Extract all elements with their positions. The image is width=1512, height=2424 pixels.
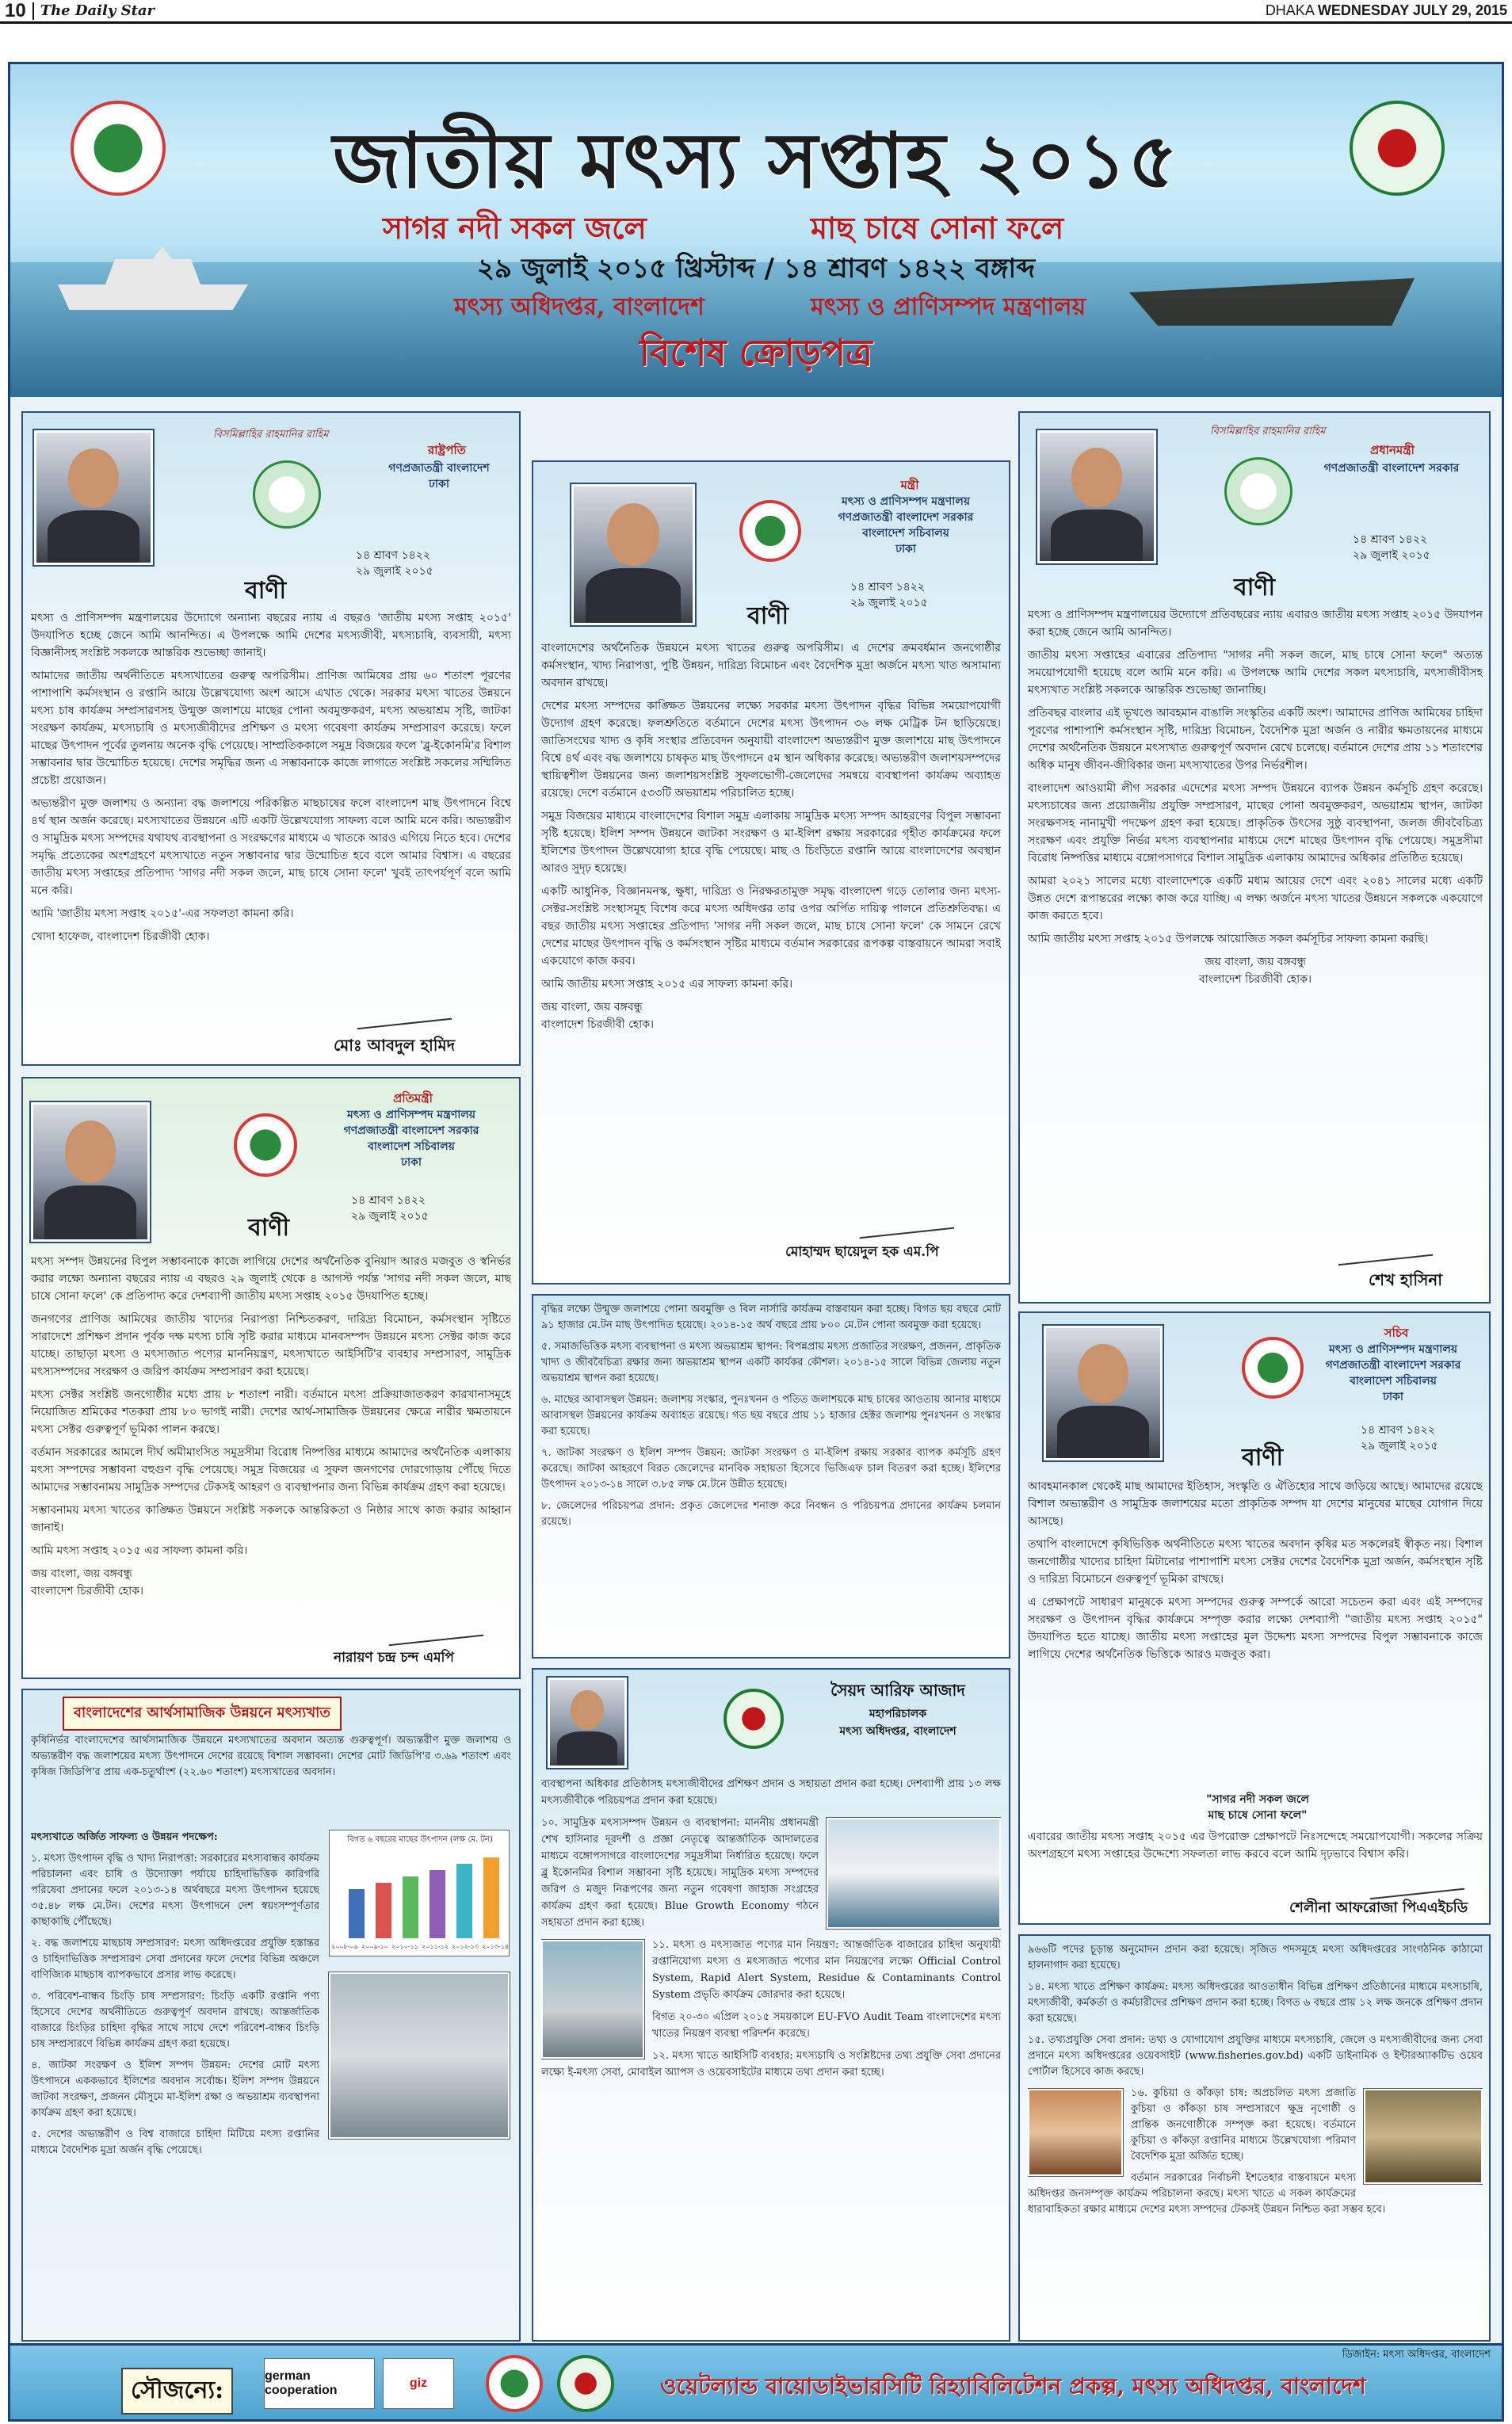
paragraph: একটি আধুনিক, বিজ্ঞানমনস্ক, ক্ষুধা, দারিদ্র্য ও নিরক্ষরতামুক্ত সমৃদ্ধ বাংলাদেশ গড়ে তোলার জন্য মৎস্য-সেক্টর-সংশ্লিষ্ট সংস্থাসমূহ বিশেষ করে মৎস্য অধিদপ্তর তার ওপর অর্পিত দায়িত্ব পালনে প্রতিশ্রুতিবদ্ধ। এ বছর জাতীয় মৎস্য সপ্তাহের প্রতিপাদ্য 'সাগর নদী সকল জলে, মাছ চাষে সোনা ফলে' কে সামনে রেখে দেশের মাছের উৎপাদন বৃদ্ধি ও কর্মসংস্থান সৃষ্টির মাধ্যমে বর্তমান সরকারের রূপকল্প বাস্তবায়নে আমরা সবাই একযোগে কাজ করব। [541,885,1001,968]
dg-title: মহাপরিচালক [869,1708,927,1720]
government-emblem-icon [486,2355,543,2412]
paragraph: ৫. সমাজভিত্তিক মৎস্য ব্যবস্থাপনা ও মৎস্য অভয়াশ্রম স্থাপন: বিপন্নপ্রায় মৎস্য প্রজাতির সংরক্ষণ, প্রজনন, প্রাকৃতিক খাদ্য ও জীববৈচিত্র্য রক্ষার জন্য অভয়াশ্রম স্থাপন একটি কার্যকর কৌশল। ২০১৪-১৫ সালে বিভিন্ন জেলায় নতুন অভয়াশ্রম স্থাপন করা হয়েছে। [541,1341,1001,1384]
portrait-body [44,1185,136,1239]
dg-portrait [548,1678,627,1768]
state-minister-date: ১৪ শ্রাবণ ১৪২২ ২৯ জুলাই ২০১৫ [351,1194,429,1223]
portrait-head [571,1690,603,1730]
state-minister-title: প্রতিমন্ত্রী [393,1091,433,1105]
chart-bar [403,1876,418,1938]
state-minister-portrait [31,1102,150,1242]
supplement-frame [8,62,1504,2422]
right-article-panel [1018,1934,1491,2342]
center-article-panel [532,1294,1010,1659]
dateline-date: WEDNESDAY JULY 29, 2015 [1317,2,1507,18]
chart-label: ২০০৮-০৯ [331,1943,358,1950]
paragraph: প্রতিবছর বাংলার এই ভূখণ্ডে আবহমান বাঙালি সংস্কৃতির একটি অংশ। আমাদের প্রাণিজ আমিষের চাহিদা পূরণের পাশাপাশি কর্মসংস্থান সৃষ্টি, দারিদ্র্য বিমোচন, বৈদেশিক মুদ্রা অর্জন ও নারীর ক্ষমতায়নের মাধ্যমে দেশের অর্থনৈতিক উন্নয়নে মৎস্যখাত গুরুত্বপূর্ণ অবদান রেখে চলেছে। বর্তমানে দেশের প্রায় ১১ শতাংশের অধিক মানুষ জীবন-জীবিকার জন্য মৎস্যখাতের উপর নির্ভরশীল। [1028,707,1483,772]
chart-label: ২০১২-১৩ [452,1943,479,1950]
portrait-head [65,1120,115,1182]
portrait-body [1057,1406,1148,1458]
portrait-body [1051,510,1142,561]
paragraph: বৃদ্ধির লক্ষ্যে উন্মুক্ত জলাশয়ে পোনা অবমুক্তি ও বিল নার্সারি কার্যক্রম বাস্তবায়ন করা হচ্ছে। বিগত ছয় বছরে মোট ৯১ হাজার মে.টন মাছ উৎপাদিত হয়েছে। ২০১৪-১৫ অর্থ বছরে প্রায় ৮০০ মে.টন পোনা অবমুক্ত করা হয়েছে। [541,1304,1001,1331]
newspaper-header [0,0,1512,24]
paragraph: আমরা ২০২১ সালের মধ্যে বাংলাদেশকে একটি মধ্যম আয়ের দেশে এবং ২০৪১ সালের মধ্যে একটি উন্নত দেশে রূপান্তরের লক্ষ্যে কাজ করে যাচ্ছি। এ লক্ষ্য অর্জনে মৎস্য খাতের উন্নয়নে সকলকে একযোগে কাজ করতে হবে। [1028,875,1483,922]
paragraph: তথাপি বাংলাদেশে কৃষিভিত্তিক অর্থনীতিতে মৎস্য খাতের অবদান কৃষির মত সকলেরই স্বীকৃত নয়। বিশাল জনগোষ্ঠীর খাদ্যের চাহিদা মিটানোর পাশাপাশি মৎস্য সেক্টর দেশের বৈদেশিক মুদ্রা অর্জন, কর্মসংস্থান সৃষ্টি ও দারিদ্র্য বিমোচনে গুরুত্বপূর্ণ ভূমিকা রাখছে। [1028,1538,1483,1586]
header-divider [32,2,34,20]
dateline-city: DHAKA [1265,2,1314,18]
paragraph: আমি মৎস্য সপ্তাহ ২০১৫ এর সাফল্য কামনা করি। [31,1544,248,1557]
paragraph: এবারের জাতীয় মৎস্য সপ্তাহ ২০১৫ এর উপরোক্ত প্রেক্ষাপটে নিঃসন্দেহে সময়োপযোগী। সকলের সক্রিয় অংশগ্রহণে মৎস্য সপ্তাহের উদ্দেশ্যে সফলতা লাভ করবে বলে আমি দৃঢ়ভাবে বিশ্বাস করি। [1028,1830,1483,1861]
chart-label: ২০১৩-১৪ [482,1943,509,1950]
paragraph: বর্তমান সরকারের নির্বাচনী ইশতেহার বাস্তবায়নে মৎস্য অধিদপ্তর জনসম্পৃক্ত কার্যক্রম পরিচালনা করছে। মৎস্য খাতে এ সকল কার্যক্রমের ধারাবাহিকতা রক্ষার মাধ্যমে দেশের মৎস্য সম্পদের টেকসই উন্নয়ন নিশ্চিত করা সম্ভব হবে। [1028,2172,1386,2216]
paragraph: দেশের মৎস্য সম্পদের কাঙ্ক্ষিত উন্নয়নের লক্ষ্যে সরকার মৎস্য উৎপাদন বৃদ্ধির বিভিন্ন সময়োপযোগী উদ্যোগ গ্রহণ করেছে। ফলশ্রুতিতে বর্তমানে দেশের মৎস্য উৎপাদন ৩৬ লক্ষ মেট্রিক টন ছাড়িয়েছে। জাতিসংঘের খাদ্য ও কৃষি সংস্থার প্রতিবেদন অনুযায়ী বাংলাদেশ অভ্যন্তরীণ মুক্ত জলাশয়ে মাছ উৎপাদনে বিশ্বে ৪র্থ এবং বদ্ধ জলাশয়ে চাষকৃত মাছ উৎপাদনে ৫ম স্থান অধিকার করেছে। অভ্যন্তরীণ জলাশয়সম্পদের স্থায়িত্বশীল উন্নয়নের জন্য জলাশয়সংশ্লিষ্ট সুফলভোগী-জেলেদের সমন্বয়ে ব্যবস্থাপনা কার্যক্রম অব্যাহত রয়েছে। দেশে বর্তমানে ৫৩৩টি অভয়াশ্রম পরিচালিত হচ্ছে। [541,700,1001,800]
paragraph: ১৪. মৎস্য খাতে প্রশিক্ষণ কার্যক্রম: মৎস্য অধিদপ্তরের আওতাধীন বিভিন্ন প্রশিক্ষণ প্রতিষ্ঠানের মাধ্যমে মৎস্যচাষি, মৎস্যজীবী, কর্মকর্তা ও কর্মচারীদের প্রশিক্ষণ প্রদান করা হচ্ছে। বিগত ৬ বছরে প্রায় ১২ লক্ষ জনকে প্রশিক্ষণ প্রদান করা হয়েছে। [1028,1981,1483,2025]
chart-axis-labels [330,1942,510,1953]
president-portrait [34,430,153,565]
project-name: ওয়েটল্যান্ড বায়োডাইভারসিটি রিহ্যাবিলিটেশন প্রকল্প, মৎস্য অধিদপ্তর, বাংলাদেশ [660,2373,1366,2399]
portrait-body [48,510,139,563]
banner-title: জাতীয় মৎস্য সপ্তাহ ২০১৫ [333,116,1179,205]
president-signature: মোঃ আবদুল হামিদ [334,1036,456,1055]
dg-name: সৈয়দ আরিফ আজাদ [830,1681,965,1700]
paragraph: ৭. জাটকা সংরক্ষণ ও ইলিশ সম্পদ উন্নয়ন: জাটকা সংরক্ষণ ও মা-ইলিশ রক্ষায় সরকার ব্যাপক কর্মসূচি গ্রহণ করেছে। জাটকা আহরণে বিরত জেলেদের মানবিক সহায়তা হিসেবে ভিজিএফ চাল বিতরণ করা হচ্ছে। ইলিশের উৎপাদন ২০১৩-১৪ সালে ৩.৮৫ লক্ষ মে.টনে উন্নীত হয়েছে। [541,1447,1001,1491]
chart-bar [430,1870,445,1938]
pm-message-panel [1018,411,1491,1304]
eel-photo [1364,2089,1483,2184]
left-article-panel [21,1689,521,2342]
paragraph: ১০. সামুদ্রিক মৎস্যসম্পদ উন্নয়ন ও ব্যবস্থাপনা: মাননীয় প্রধানমন্ত্রী শেখ হাসিনার দূরদর্শী ও প্রজ্ঞা নেতৃত্বে আন্তর্জাতিক আদালতের মাধ্যমে বঙ্গোপসাগরে বাংলাদেশের সমুদ্রসীমা নির্ধারিত হয়েছে। ফলে ব্লু ইকোনমির বিশাল সম্ভাবনা সৃষ্টি হয়েছে। সামুদ্রিক মৎস্য সম্পদের জরিপ ও মজুদ নিরূপণের জন্য নতুন গবেষণা জাহাজ সংগ্রহের কার্যক্রম গ্রহণ করা হয়েছে। Blue Growth Economy গঠনে সহায়তা প্রদান করা হচ্ছে। [541,1817,819,1929]
paragraph: বাংলাদেশের অর্থনৈতিক উন্নয়নে মৎস্য খাতের গুরুত্ব অপরিসীম। এ দেশের ক্রমবর্ধমান জনগোষ্ঠীর কর্মসংস্থান, খাদ্য নিরাপত্তা, পুষ্টি উন্নয়ন, দারিদ্র্য বিমোচন এবং বৈদেশিক মুদ্রা অর্জনে মৎস্য খাত অসামান্য অবদান রাখছে। [541,642,1001,689]
secretary-title: সচিব [1384,1326,1409,1340]
dateline [1266,2,1507,19]
slogan-right: মাছ চাষে সোনা ফলে [811,210,1064,246]
minister-date: ১৪ শ্রাবণ ১৪২২ ২৯ জুলাই ২০১৫ [850,581,928,609]
dof-logo-icon [724,1689,784,1749]
state-minister-signature: নারায়ণ চন্দ্র চন্দ এমপি [334,1650,454,1666]
paragraph: খোদা হাফেজ, বাংলাদেশ চিরজীবী হোক। [31,930,210,943]
production-chart [329,1830,510,1956]
crab-photo [1028,2089,1123,2176]
chart-bar [483,1857,499,1938]
design-credit: ডিজাইন: মৎস্য অধিদপ্তর, বাংলাদেশ [1342,2349,1491,2361]
fish-catch-photo [541,1940,644,2059]
paragraph: মৎস্য ও প্রাণিসম্পদ মন্ত্রণালয়ের উদ্যোগে প্রতিবছরের ন্যায় এবারও জাতীয় মৎস্য সপ্তাহ ২০১৫ উদযাপন করা হচ্ছে জেনে আমি আনন্দিত। [1028,609,1483,639]
left-article-intro [31,1733,511,1828]
survey-vessel-photo [827,1818,1001,1929]
bismillah-calligraphy: বিসমিল্লাহির রাহমানির রাহিম [1210,426,1326,437]
giz-logo: giz [383,2358,454,2409]
pm-portrait [1037,430,1156,563]
paragraph: বিগত ২০-৩০ এপ্রিল ২০১৫ সময়কালে EU-FVO Audit Team বাংলাদেশের মৎস্য খাতের নিয়ন্ত্রণ ব্যবস্থা পরিদর্শন করেছে। [652,2011,1001,2040]
portrait-head [607,503,659,566]
president-title: রাষ্ট্রপতি [428,443,466,457]
paragraph: ১৬. কুচিয়া ও কাঁকড়া চাষ: অপ্রচলিত মৎস্য প্রজাতি কুচিয়া ও কাঁকড়া চাষ সম্প্রসারণে ক্ষুদ্র নৃগোষ্ঠী ও প্রান্তিক জনগোষ্ঠীকে সম্পৃক্ত করা হয়েছে। বর্তমানে কুচিয়া ও কাঁকড়া রপ্তানির মাধ্যমে উল্লেখযোগ্য পরিমাণ বৈদেশিক মুদ্রা অর্জিত হচ্ছে। [1131,2087,1356,2163]
slogan-left: সাগর নদী সকল জলে [383,210,647,246]
newspaper-name: The Daily Star [40,2,155,19]
pm-message-body [1028,606,1483,1224]
german-cooperation-logo: german cooperation [264,2358,375,2409]
paragraph: ২. বদ্ধ জলাশয়ে মাছচাষ সম্প্রসারণ: মৎস্য অধিদপ্তরের প্রযুক্তি হস্তান্তর ও চাহিদাভিত্তিক সম্প্রসারণ সেবা প্রদানের ফলে দেশের বিভিন্ন অঞ্চলে বাণিজ্যিক মাছচাষ ব্যাপকভাবে প্রসার লাভ করেছে। [31,1937,319,1981]
fish-photo [329,1972,510,2139]
paragraph: আমি জাতীয় মৎস্য সপ্তাহ ২০১৫ উপলক্ষে আয়োজিত সকল কর্মসূচির সাফল্য কামনা করছি। [1028,933,1429,945]
page-number: 10 [5,0,26,21]
minister-message-body [541,639,1001,1194]
portrait-body [586,568,681,623]
bismillah-calligraphy: বিসমিল্লাহির রাহমানির রাহিম [213,429,329,441]
chart-bar [376,1883,391,1938]
paragraph: আবহমানকাল থেকেই মাছ আমাদের ইতিহাস, সংস্কৃতি ও ঐতিহ্যের সাথে জড়িয়ে আছে। আমাদের রয়েছে বিশাল অভ্যন্তরীণ ও সামুদ্রিক জলাশয়ের মতো প্রাকৃতিক সম্পদ যা দেশের মানুষের মাছের যোগান দিয়ে আসছে। [1028,1480,1483,1528]
signature-scribble [355,996,452,1029]
paragraph: জনগণের প্রাণিজ আমিষের জাতীয় খাদ্যের নিরাপত্তা নিশ্চিতকরণ, দারিদ্র্য বিমোচন, কর্মসংস্থান সৃষ্টিতে সারাদেশে প্রশিক্ষণ প্রদান পূর্বক দক্ষ মৎস্য চাষি সৃষ্টি করার মাধ্যমে মানবসম্পদ উন্নয়নে মৎস্য সেক্টর কাজ করে যাচ্ছে। তাছাড়া মৎস্য ও মৎস্যজাত পণ্যের মাননিয়ন্ত্রণ, মৎস্যখাতে আইসিটি'র ব্যবহার সম্প্রসারণ, সামুদ্রিক মৎস্যসম্পদের সংরক্ষণ ও জরিপ কার্যক্রম সম্প্রসারণ করা হয়েছে। [31,1313,511,1378]
paragraph: আমি জাতীয় মৎস্য সপ্তাহ ২০১৫ এর সাফল্য কামনা করি। [541,978,793,991]
chart-caption: বিগত ৬ বছরের মাছের উৎপাদন (লক্ষ মে. টন) [347,1835,493,1844]
president-message-panel [21,411,521,1066]
pm-seal-icon [1224,457,1292,525]
secretary-signature: শেলীনা আফরোজা পিএএইচডি [1289,1899,1468,1916]
paragraph: মৎস্য সম্পদ উন্নয়নের বিপুল সম্ভাবনাকে কাজে লাগিয়ে দেশের অর্থনৈতিক বুনিয়াদ আরও মজবুত ও স্বনির্ভর করার লক্ষ্যে অন্যান্য বছরের ন্যায় এ বছরও ২৯ জুলাই থেকে ৪ আগস্ট পর্যন্ত 'সাগর নদী সকল জলে, মাছ চাষে সোনা ফলে' কে প্রতিপাদ্য করে দেশব্যাপী জাতীয় মৎস্য সপ্তাহ ২০১৫ উদযাপিত হচ্ছে। [31,1255,511,1303]
state-minister-message-panel [21,1077,521,1679]
paragraph: মৎস্য সেক্টর সংশ্লিষ্ট জনগোষ্ঠীর মধ্যে প্রায় ৮ শতাংশ নারী। বর্তমানে মৎস্য প্রক্রিয়াজাতকরণ কারখানাসমূহে নিয়োজিত শ্রমিকের শতকরা প্রায় ৮০ ভাগই নারী। দেশের আর্থ-সামাজিক উন্নয়নের ক্ষেত্রে নারীর ক্ষমতায়নে মৎস্য সেক্টর গুরুত্বপূর্ণ ভূমিকা পালন করছে। [31,1388,511,1436]
org-ministry: মৎস্য ও প্রাণিসম্পদ মন্ত্রণালয় [811,293,1086,321]
chart-label: ২০০৯-১০ [361,1943,388,1950]
paragraph: ব্যবস্থাপনা অধিকার প্রতিষ্ঠাসহ মৎস্যজীবীদের প্রশিক্ষণ প্রদান ও সহায়তা প্রদান করা হচ্ছে। দেশব্যাপী প্রায় ১৩ লক্ষ মৎস্যজীবীকে পরিচয়পত্র প্রদান করা হয়েছে। [541,1778,1001,1807]
secretary-date: ১৪ শ্রাবণ ১৪২২ ২৯ জুলাই ২০১৫ [1361,1424,1438,1452]
signature-scribble [857,1205,954,1239]
paragraph: জয় বাংলা, জয় বঙ্গবন্ধু বাংলাদেশ চিরজীবী হোক। [541,1001,655,1031]
paragraph: ১২. মৎস্য খাতে আইসিটি ব্যবহার: মৎস্যচাষি ও সংশ্লিষ্টদের তথ্য প্রযুক্তি সেবা প্রদানের লক্ষ্যে ই-মৎস্য সেবা, মোবাইল অ্যাপস ও ওয়েবসাইটের মাধ্যমে তথ্য প্রদান করা হচ্ছে। [541,2050,1001,2079]
subheading: মৎস্যখাতে অর্জিত সাফল্য ও উন্নয়ন পদক্ষেপ: [31,1831,218,1843]
pm-signature: শেখ হাসিনা [1369,1270,1443,1289]
pm-date: ১৪ শ্রাবণ ১৪২২ ২৯ জুলাই ২০১৫ [1353,533,1430,562]
center-article-body [541,1302,1001,1651]
pm-heading: বাণী [1234,574,1276,601]
secretary-closing [1028,1828,1483,1876]
state-minister-heading: বাণী [248,1214,290,1242]
paragraph: ১. মৎস্য উৎপাদন বৃদ্ধি ও খাদ্য নিরাপত্তা: সরকারের মৎস্যবান্ধব কার্যক্রম পরিচালনা এবং চাষি ও উদ্যোক্তা পর্যায়ে চাহিদাভিত্তিক কারিগরি পরিষেবা প্রদানের ফলে ২০১৩-১৪ অর্থবছরে মৎস্য উৎপাদন হয়েছে ৩৫.৪৮ লক্ষ মে.টন। দেশের মৎস্য উৎপাদনে দেশ স্বয়ংসম্পূর্ণতার কাছাকাছি পৌঁছেছে। [31,1853,319,1928]
header-left [5,0,155,22]
president-date: ১৪ শ্রাবণ ১৪২২ ২৯ জুলাই ২০১৫ [356,549,433,578]
paragraph: ৩. পরিবেশ-বান্ধব চিংড়ি চাষ সম্প্রসারণ: চিংড়ি একটি রপ্তানি পণ্য হিসেবে দেশের অর্থনীতিতে গুরুত্বপূর্ণ অবদান রাখছে। আন্তর্জাতিক বাজারে চিংড়ির চাহিদা বৃদ্ধির সাথে সাথে দেশে পরিবেশ-বান্ধব চিংড়ি চাষ সম্প্রসারণে বিভিন্ন কার্যক্রম গ্রহণ করা হয়েছে। [31,1991,319,2050]
portrait-head [68,449,118,508]
secretary-motto: "সাগর নদী সকল জলে মাছ চাষে সোনা ফলে" [1206,1793,1309,1822]
special-supplement-label: বিশেষ ক্রোড়পত্র [639,331,873,374]
paragraph: ১১. মৎস্য ও মৎস্যজাত পণ্যের মান নিয়ন্ত্রণ: আন্তর্জাতিক বাজারের চাহিদা অনুযায়ী রপ্তানিযোগ্য মৎস্য ও মৎস্যজাত পণ্যের মান নিয়ন্ত্রণের লক্ষ্যে Official Control System, Rapid Alert System, Residue & Contaminants Control System প্রভৃতি কার্যক্রম জোরদার করা হয়েছে। [652,1939,1001,2001]
sponsor-footer [10,2343,1502,2419]
paragraph: সম্ভাবনাময় মৎস্য খাতের কাঙ্ক্ষিত উন্নয়নে সংশ্লিষ্ট সকলকে আন্তরিকতা ও নিষ্ঠার সাথে কাজ করার আহ্বান জানাই। [31,1504,511,1534]
state-minister-message-body [31,1253,511,1601]
president-message-body [31,609,511,990]
paragraph: বাংলাদেশ আওয়ামী লীগ সরকার এদেশের মৎস্য সম্পদ উন্নয়নে ব্যাপক উন্নয়ন কর্মসূচি গ্রহণ করেছে। মৎস্যচাষের জন্য প্রয়োজনীয় প্রযুক্তি সম্প্রসারণ, মাছের পোনা অবমুক্তকরণ, অভয়াশ্রম স্থাপন, জাটকা সংরক্ষণসহ নানামুখী পদক্ষেপ গ্রহণ করা হয়েছে। প্রাকৃতিক উৎসের সুষ্ঠু ব্যবস্থাপনা, জলজ জীববৈচিত্র্য সংরক্ষণ এবং প্রযুক্তি নির্ভর মৎস্য ব্যবস্থাপনার মাধ্যমে দেশে মাছের উৎপাদন বৃদ্ধি পেয়েছে। সমুদ্রসীমা বিরোধ নিষ্পত্তির মাধ্যমে বঙ্গোপসাগরে বিশাল সামুদ্রিক এলাকায় আমাদের অধিকার প্রতিষ্ঠিত হয়েছে। [1028,782,1483,865]
pm-title: প্রধানমন্ত্রী [1370,443,1415,457]
paragraph: ১৫. তথ্যপ্রযুক্তি সেবা প্রদান: তথ্য ও যোগাযোগ প্রযুক্তির মাধ্যমে মৎস্যচাষি, জেলে ও মৎস্যজীবীদের জন্য সেবা প্রদানে মৎস্য অধিদপ্তরের ওয়েবসাইট (www.fisheries.gov.bd) একটি ডাইনামিক ও ইন্টারঅ্যাকটিভ ওয়েব পোর্টাল হিসেবে কাজ করছে। [1028,2034,1483,2078]
minister-portrait [571,484,695,625]
minister-subtitle: মৎস্য ও প্রাণিসম্পদ মন্ত্রণালয় গণপ্রজাতন্ত্রী বাংলাদেশ সরকার বাংলাদেশ সচিবালয় ঢাকা [838,495,974,555]
org-dof: মৎস্য অধিদপ্তর, বাংলাদেশ [454,293,704,321]
left-article-title: বাংলাদেশের আর্থসামাজিক উন্নয়নে মৎস্যখাত [63,1697,342,1731]
president-heading: বাণী [245,577,287,605]
secretary-message-panel [1018,1311,1491,1925]
secretary-message-body [1028,1478,1483,1787]
right-article-body [1028,1942,1483,2338]
chart-label: ২০১০-১১ [391,1943,418,1950]
government-emblem-icon [234,1113,297,1177]
chart-bar [349,1889,365,1938]
president-subtitle: গণপ্রজাতন্ত্রী বাংলাদেশ ঢাকা [388,462,490,491]
paragraph: ৪. জাটকা সংরক্ষণ ও ইলিশ সম্পদ উন্নয়ন: দেশের মোট মৎস্য উৎপাদনে এককভাবে ইলিশের অবদান সর্বোচ্চ। ইলিশ সম্পদ উন্নয়নে জাটকা সংরক্ষণ, প্রজনন মৌসুমে মা-ইলিশ রক্ষা ও অভয়াশ্রম ব্যবস্থাপনা কার্যক্রম গ্রহণ করা হয়েছে। [31,2059,319,2119]
paragraph: অভ্যন্তরীণ মুক্ত জলাশয় ও অন্যান্য বদ্ধ জলাশয়ে পরিকল্পিত মাছচাষের ফলে বাংলাদেশ মাছ উৎপাদনে বিশ্বে ৪র্থ স্থান অর্জন করেছে। মৎস্যখাতের উন্নয়নে এটি একটি উল্লেখযোগ্য সাফল্য বলে আমি মনে করি। অভ্যন্তরীণ ও সামুদ্রিক মৎস্য সম্পদের যথাযথ ব্যবস্থাপনা ও সংরক্ষণের মাধ্যমে এ খাতকে আরও এগিয়ে নিতে হবে। দেশের সমৃদ্ধি প্রত্যেকের অংশগ্রহণে মৎস্যখাতে নতুন সম্ভাবনার দ্বার উন্মোচিত হবে বলে আমার বিশ্বাস। এ বছরের জাতীয় মৎস্য সপ্তাহের প্রতিপাদ্য 'সাগর নদী সকল জলে, মাছ চাষে সোনা ফলে' খুবই তাৎপর্যপূর্ণ বলে আমি মনে করি। [31,797,511,897]
portrait-head [1078,1344,1128,1403]
portrait-head [1071,448,1121,507]
chart-bar [456,1864,472,1938]
minister-title: মন্ত্রী [900,478,919,492]
paragraph: আমি 'জাতীয় মৎস্য সপ্তাহ ২০১৫'-এর সফলতা কামনা করি। [31,907,294,920]
paragraph: আমাদের জাতীয় অর্থনীতিতে মৎস্যখাতের গুরুত্ব অপরিসীম। প্রাণিজ আমিষের প্রায় ৬০ শতাংশ পূরণের পাশাপাশি কর্মসংস্থান ও রপ্তানি আয়ে উল্লেখযোগ্য অংশ আসে এখাত থেকে। সরকার মৎস্য খাতের উন্নয়নে মৎস্য চাষ কার্যক্রম সম্প্রসারণসহ উন্মুক্ত জলাশয়ে মাছের পোনা অবমুক্তকরণ, মৎস্য অভয়াশ্রম সৃষ্টি, জাটকা সংরক্ষণ কার্যক্রম, মৎস্যচাষি ও মৎস্যজীবীদের প্রশিক্ষণ ও মৎস্য গবেষণা কার্যক্রম সম্প্রসারণ করেছে। ফলে মাছের উৎপাদন পূর্বের তুলনায় অনেক বৃদ্ধি পেয়েছে। সাম্প্রতিককালে সমুদ্র বিজয়ের ফলে 'ব্লু-ইকোনমি'র বিশাল সম্ভাবনার দ্বার উন্মোচিত হয়েছে। দেশের সমৃদ্ধির জন্য এ সম্ভাবনাকে কাজে লাগাতে সংশ্লিষ্ট সকলের সম্মিলিত প্রচেষ্টা প্রয়োজন। [31,670,511,787]
government-emblem-icon [1242,1337,1304,1399]
paragraph: জাতীয় মৎস্য সপ্তাহের এবারের প্রতিপাদ্য "সাগর নদী সকল জলে, মাছ চাষে সোনা ফলে" অত্যন্ত সময়োপযোগী হয়েছে বলে আমি মনে করি। এ উপলক্ষে আমি দেশের সকল মৎস্যচাষি, মৎস্যজীবীসহ মৎস্যখাত সংশ্লিষ্ট সকলকে আন্তরিক শুভেচ্ছা জানাচ্ছি। [1028,649,1483,697]
portrait-body [557,1731,617,1766]
minister-signature: মোহাম্মদ ছায়েদুল হক এম.পি [785,1244,939,1260]
dof-logo-icon [557,2355,614,2412]
sponsor-label: সৌজন্যে: [121,2368,233,2414]
paragraph: বর্তমান সরকারের আমলে দীর্ঘ অমীমাংসিত সমুদ্রসীমা বিরোধ নিষ্পত্তির মাধ্যমে আমাদের অর্থনৈতিক এলাকায় মৎস্য সম্পদের সম্ভাবনা বহুগুণ বৃদ্ধি পেয়েছে। সমুদ্র বিজয়ের এ সুফল জনগণের দোরগোড়ায় পৌঁছে দিতে আমাদের সম্ভাবনাময় সামুদ্রিক সম্পদের টেকসই আহরণ ও ব্যবস্থাপনার জন্য বিভিন্ন কার্যক্রম গ্রহণ করা হয়েছে। [31,1446,511,1494]
left-article-body [31,1830,319,2337]
paragraph: জয় বাংলা, জয় বঙ্গবন্ধু বাংলাদেশ চিরজীবী হোক। [31,1567,144,1598]
minister-heading: বাণী [747,602,789,630]
signature-scribble [1336,1232,1433,1265]
paragraph: ৫. দেশের অভ্যন্তরীণ ও বিশ্ব বাজারে চাহিদা মিটিয়ে মৎস্য রপ্তানির মাধ্যমে বৈদেশিক মুদ্রা অর্জন বৃদ্ধি পেয়েছে। [31,2128,319,2156]
dg-article-body [541,1776,1001,2330]
paragraph: সমুদ্র বিজয়ের মাধ্যমে বাংলাদেশের বিশাল সমুদ্র এলাকায় সামুদ্রিক মৎস্য সম্পদ আহরণের বিপুল সম্ভাবনা সৃষ্টি হয়েছে। ইলিশ সম্পদ উন্নয়নে জাটকা সংরক্ষণ ও মা-ইলিশ রক্ষায় সরকারের গৃহীত কার্যক্রমের ফলে ইলিশের উৎপাদন উল্লেখযোগ্য হারে বৃদ্ধি পেয়েছে। মাছ ও চিংড়িতে রপ্তানি আয়ে বাংলাদেশের অবস্থান আরও সুদৃঢ় হয়েছে। [541,810,1001,875]
supplement-banner [10,64,1502,397]
government-emblem-icon [739,500,801,562]
paragraph: মৎস্য ও প্রাণিসম্পদ মন্ত্রণালয়ের উদ্যোগে অন্যান্য বছরের ন্যায় এ বছরও 'জাতীয় মৎস্য সপ্তাহ ২০১৫' উদযাপিত হচ্ছে জেনে আমি আনন্দিত। এ উপলক্ষে আমি দেশের মৎস্যজীবী, মৎস্যচাষি, ব্যবসায়ী, মৎস্য বিজ্ঞানীসহ সংশ্লিষ্ট সকলকে আন্তরিক শুভেচ্ছা জানাই। [31,612,511,659]
secretary-portrait [1044,1326,1163,1460]
paragraph: ৯৬৬টি পদের চূড়ান্ত অনুমোদন প্রদান করা হয়েছে। সৃজিত পদসমূহে মৎস্য অধিদপ্তরের সাংগঠনিক কাঠামো হালনাগাদ করা হয়েছে। [1028,1944,1483,1972]
secretary-subtitle: মৎস্য ও প্রাণিসম্পদ মন্ত্রণালয় গণপ্রজাতন্ত্রী বাংলাদেশ সরকার বাংলাদেশ সচিবালয় ঢাকা [1325,1343,1461,1403]
president-seal-icon [253,460,321,529]
signature-scribble [387,1613,483,1646]
paragraph: কৃষিনির্ভর বাংলাদেশের আর্থসামাজিক উন্নয়নে মৎস্যখাতের অবদান অত্যন্ত গুরুত্বপূর্ণ। অভ্যন্তরীণ মুক্ত জলাশয় ও অভ্যন্তরীণ বদ্ধ জলাশয়ের মৎস্য উৎপাদনে দেশের রয়েছে বিশাল সম্ভাবনা। দেশের মোট জিডিপি'র ৩.৬৯ শতাংশ এবং কৃষিজ জিডিপি'র প্রায় এক-চতুর্থাংশ (২২.৬০ শতাংশ) মৎস্যখাতের অবদান। [31,1735,511,1778]
dg-article-panel [532,1668,1010,2342]
banner-date: ২৯ জুলাই ২০১৫ খ্রিস্টাব্দ / ১৪ শ্রাবণ ১৪২২ বঙ্গাব্দ [476,253,1036,284]
paragraph: জয় বাংলা, জয় বঙ্গবন্ধু বাংলাদেশ চিরজীবী হোক। [1198,956,1312,986]
paragraph: ৮. জেলেদের পরিচয়পত্র প্রদান: প্রকৃত জেলেদের শনাক্ত করে নিবন্ধন ও পরিচয়পত্র প্রদানের কার্যক্রম চলমান রয়েছে। [541,1500,1001,1528]
paragraph: ৬. মাছের আবাসস্থল উন্নয়ন: জলাশয় সংস্কার, পুনঃখনন ও পতিত জলাশয়কে মাছ চাষের আওতায় আনার মাধ্যমে আবাসস্থল উন্নয়নের কার্যক্রম অব্যাহত রয়েছে। গত ছয় বছরে প্রায় ১১ হাজার হেক্টর জলাশয় পুনঃখনন ও সংস্কার করা হয়েছে। [541,1394,1001,1437]
chart-label: ২০১১-১২ [422,1943,449,1950]
pm-subtitle: গণপ্রজাতন্ত্রী বাংলাদেশ সরকার [1323,462,1460,475]
dg-org: মৎস্য অধিদপ্তর, বাংলাদেশ [839,1725,956,1738]
state-minister-subtitle: মৎস্য ও প্রাণিসম্পদ মন্ত্রণালয় গণপ্রজাতন্ত্রী বাংলাদেশ সরকার বাংলাদেশ সচিবালয় ঢাকা [343,1109,479,1169]
paragraph: এ প্রেক্ষাপটে সাধারণ মানুষকে মৎস্য সম্পদের গুরুত্ব সম্পর্কে আরো সচেতন করা এবং এই সম্পদের সংরক্ষণ ও উৎপাদন বৃদ্ধির কার্যক্রমে সম্পৃক্ত করার লক্ষ্যে দেশব্যাপী "জাতীয় মৎস্য সপ্তাহ ২০১৫" উদযাপিত হতে যাচ্ছে। জাতীয় মৎস্য সপ্তাহের মূল উদ্দেশ্য মৎস্য সম্পদের বিপুল সম্ভাবনাকে কাজে লাগিয়ে দেশের অর্থনৈতিক ভিত্তিকে আরও মজবুত করা। [1028,1596,1483,1661]
minister-message-panel [532,460,1010,1285]
secretary-heading: বাণী [1242,1444,1284,1472]
